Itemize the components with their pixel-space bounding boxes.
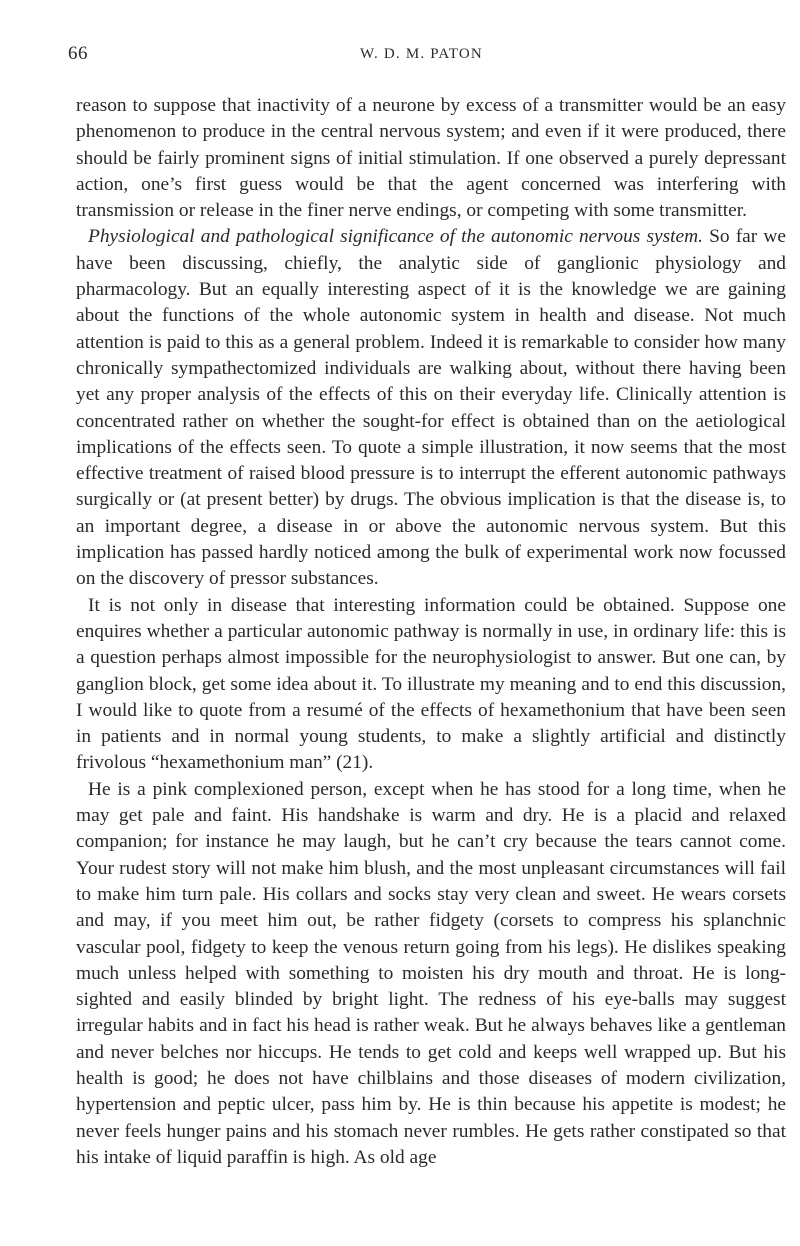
paragraph-text: reason to suppose that inactivity of a neurone by excess of a transmitter would be an easy phenomenon to produce in the central nervous system; and even if it were produced, there should be fairly prominent signs of initial stimulation. If one observed a purely depressant action, one’s first guess would be that the agent concerned was interfering with transmission or release in the finer nerve endings, or competing with some transmitter. — [76, 95, 786, 222]
page-number: 66 — [68, 43, 88, 64]
running-head: W. D. M. PATON — [360, 46, 483, 62]
paragraph-disease-information — [76, 593, 786, 777]
page-header — [68, 43, 758, 69]
paragraph-text: So far we have been discussing, chiefly, the analytic side of ganglionic physiology and pharmacology. But an equally interesting aspect of it is the knowledge we are gaining about the functions of the whole autonomic system in health and disease. Not much attention is paid to this as a general problem. Indeed it is remarkable to consider how many chronically sympathectomized individuals are walking about, without there having been yet any proper analysis of the effects of this on their everyday life. Clinically attention is concentrated rather on whether the sought-for effect is obtained than on the aetiological implications of the effects seen. To quote a simple illustration, it now seems that the most effective treatment of raised blood pressure is to interrupt the efferent autonomic pathways surgically or (at present better) by drugs. The obvious implication is that the disease is, to an important degree, a disease in or above the autonomic nervous system. But this implication has passed hardly noticed among the bulk of experimental work now focussed on the discovery of pressor substances. — [76, 226, 786, 590]
paragraph-hexamethonium-man — [76, 777, 786, 1171]
body-text — [76, 93, 786, 1171]
section-heading: Physiological and pathological significance of the autonomic nervous system. — [88, 226, 703, 248]
paragraph-text: It is not only in disease that interesting information could be obtained. Suppose one enquires whether a particular autonomic pathway is normally in use, in ordinary life: this is a question perhaps almost impossible for the neurophysiologist to answer. But one can, by ganglion block, get some idea about it. To illustrate my meaning and to end this discussion, I would like to quote from a resumé of the effects of hexamethonium that have been seen in patients and in normal young students, to make a slightly artificial and distinctly frivolous “hexamethonium man” (21). — [76, 594, 786, 774]
paragraph-continuation — [76, 93, 786, 224]
paragraph-autonomic-significance — [76, 224, 786, 592]
paragraph-text: He is a pink complexioned person, except when he has stood for a long time, when he may get pale and faint. His handshake is warm and dry. He is a placid and relaxed companion; for instance he may laugh, but he can’t cry because the tears cannot come. Your rudest story will not make him blush, and the most unpleasant circumstances will fail to make him turn pale. His collars and socks stay very clean and sweet. He wears corsets and may, if you meet him out, be rather fidgety (corsets to compress his splanchnic vascular pool, fidgety to keep the venous return going from his legs). He dislikes speaking much unless helped with something to moisten his dry mouth and throat. He is long-sighted and easily blinded by bright light. The redness of his eye-balls may suggest irregular habits and in fact his head is rather weak. But he always behaves like a gentleman and never belches nor hiccups. He tends to get cold and keeps well wrapped up. But his health is good; he does not have chilblains and those diseases of modern civilization, hypertension and peptic ulcer, pass him by. He is thin because his appetite is modest; he never feels hunger pains and his stomach never rumbles. He gets rather constipated so that his intake of liquid paraffin is high. As old age — [76, 778, 786, 1168]
